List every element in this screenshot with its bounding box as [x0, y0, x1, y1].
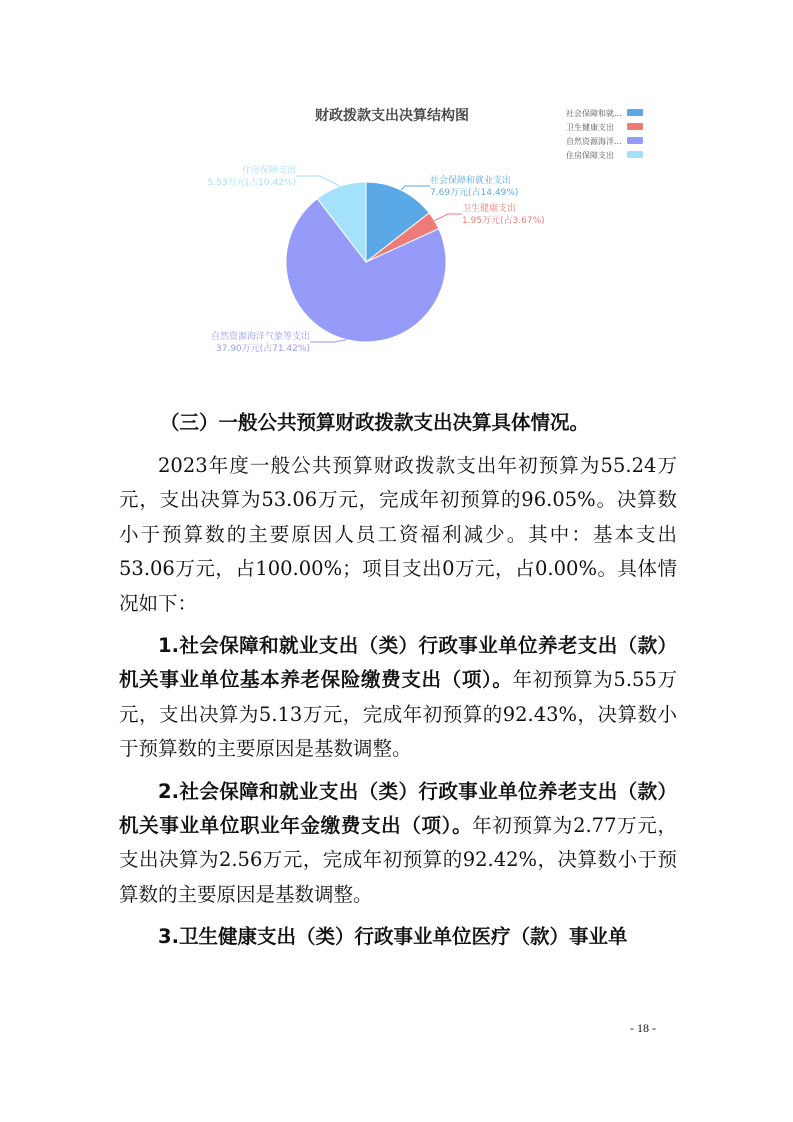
slice-value-label-3: 37.90万元(占71.42%): [215, 344, 310, 354]
slice-name-label-4: 住房保障支出: [241, 166, 296, 176]
leader-line-4: [296, 176, 340, 186]
leader-line-1: [401, 186, 430, 190]
item-1-paragraph: [119, 629, 677, 767]
slice-name-label-3: 自然资源海洋气象等支出: [210, 332, 310, 342]
slice-value-label-2: 1.95万元(占3.67%): [462, 216, 545, 226]
slice-name-label-1: 社会保障和就业支出: [430, 176, 512, 186]
item-1-heading: 1.社会保障和就业支出（类）行政事业单位养老支出（款）机关事业单位基本养老保险缴费支出（项）。: [119, 634, 677, 692]
slice-name-label-2: 卫生健康支出: [462, 204, 517, 214]
legend-label-3: 自然资源海洋...: [566, 137, 622, 146]
chart-title: 财政拨款支出决算结构图: [315, 108, 469, 124]
section-heading: （三）一般公共预算财政拨款支出决算具体情况。: [160, 411, 590, 434]
leader-line-3: [310, 340, 347, 342]
item-3-paragraph: [119, 920, 677, 954]
legend-swatch-1: [627, 109, 643, 116]
item-1-text: 年初预算为5.55万元，支出决算为5.13万元，完成年初预算的92.43%，决算数小于预算数的主要原因是基数调整。: [119, 668, 677, 761]
legend-label-1: 社会保障和就...: [566, 109, 622, 118]
item-2-paragraph: [119, 775, 677, 913]
legend-label-2: 卫生健康支出: [566, 123, 614, 132]
page-number: - 18 -: [630, 1021, 656, 1035]
pie-chart: [0, 0, 793, 380]
item-2-heading: 2.社会保障和就业支出（类）行政事业单位养老支出（款）机关事业单位职业年金缴费支出（项）。: [119, 779, 677, 838]
slice-value-label-4: 5.53万元(占10.42%): [207, 178, 296, 188]
legend-swatch-2: [627, 123, 643, 130]
body-content: [119, 449, 677, 955]
intro-paragraph: 2023年度一般公共预算财政拨款支出年初预算为55.24万元，支出决算为53.06万元，完成年初预算的96.05%。决算数小于预算数的主要原因人员工资福利减少。其中：基本支出53.06万元，占100.00%；项目支出0万元，占0.00%。具体情况如下：: [119, 454, 677, 615]
item-3-heading: 3.卫生健康支出（类）行政事业单位医疗（款）事业单: [158, 925, 628, 949]
legend-swatch-3: [627, 137, 643, 144]
legend-label-4: 住房保障支出: [566, 151, 614, 160]
item-2-text: 年初预算为2.77万元，支出决算为2.56万元，完成年初预算的92.42%，决算数小于预算数的主要原因是基数调整。: [119, 814, 677, 906]
leader-line-2: [434, 214, 462, 221]
legend-swatch-4: [627, 151, 643, 158]
slice-value-label-1: 7.69万元(占14.49%): [430, 188, 519, 198]
